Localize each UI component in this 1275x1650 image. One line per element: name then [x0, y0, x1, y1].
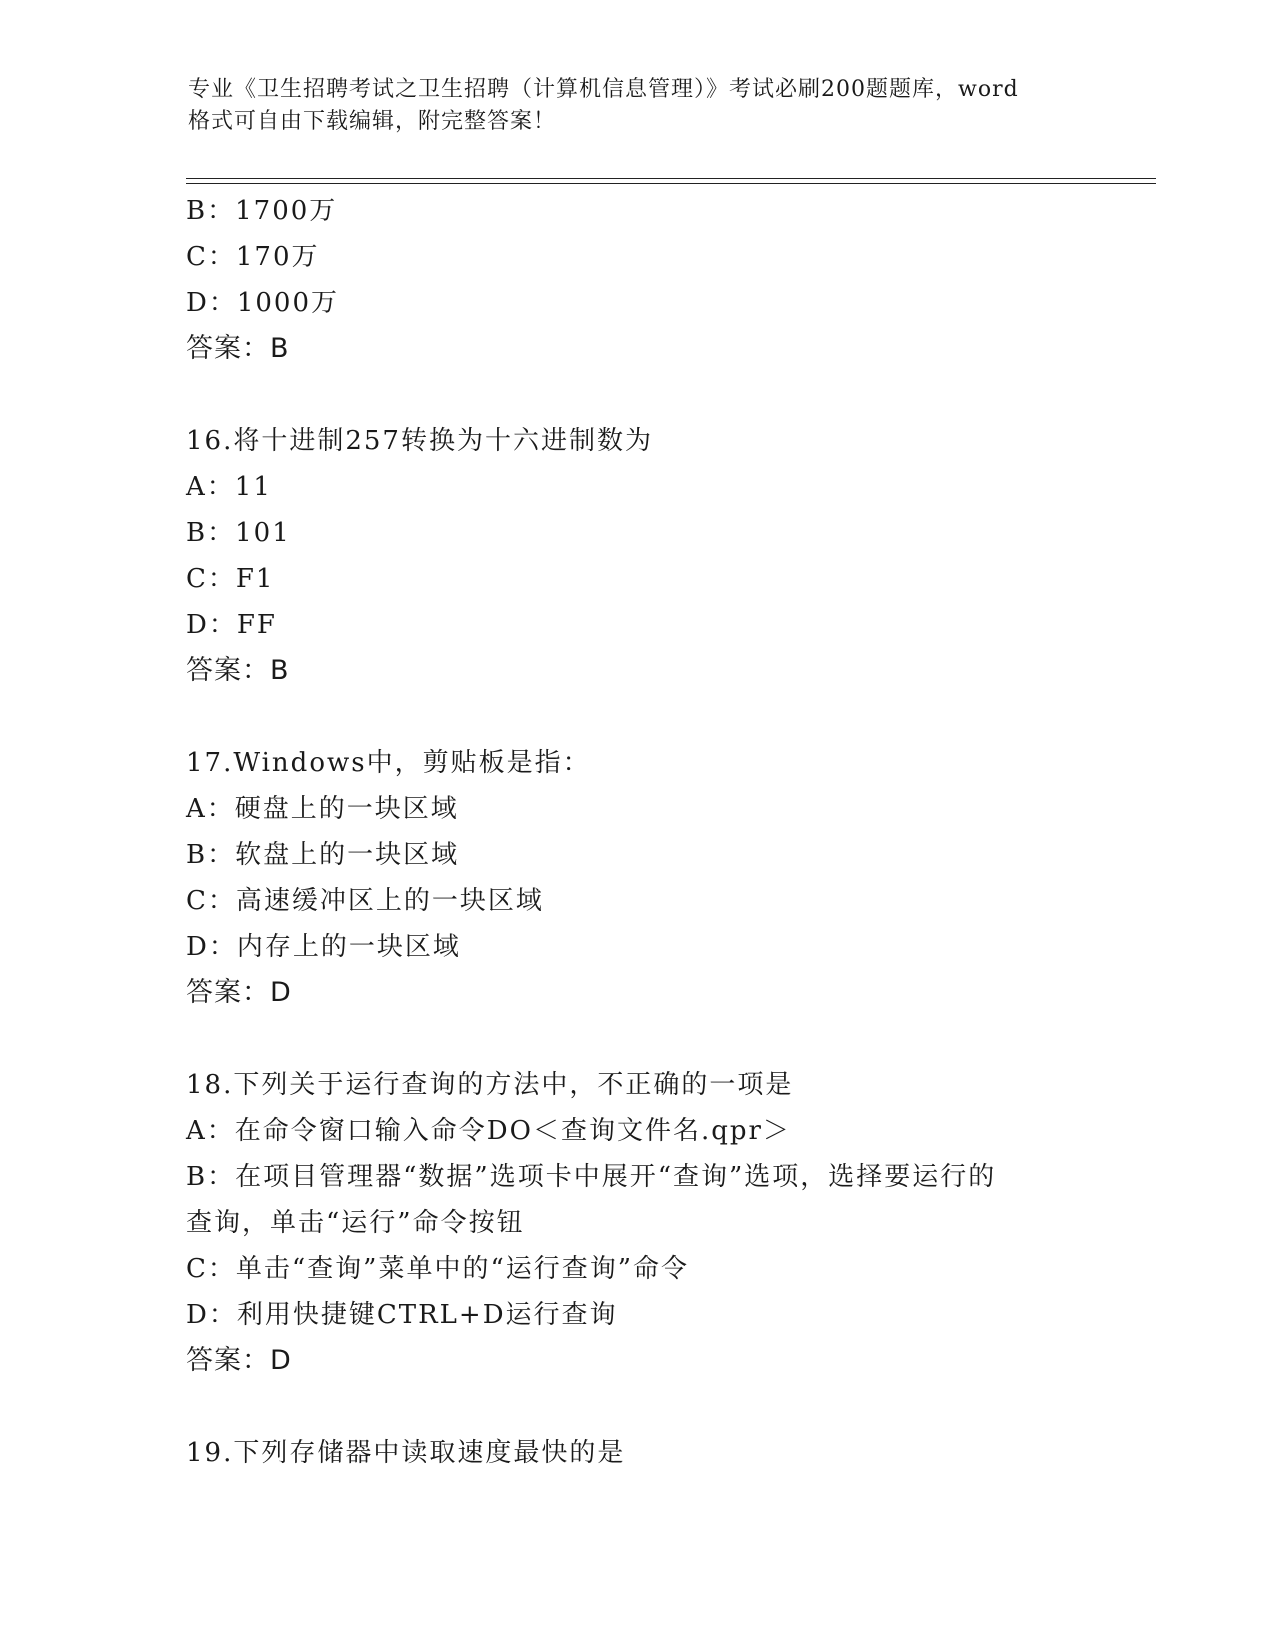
option-b: B：1700万 [186, 196, 338, 226]
option-c: C：170万 [186, 242, 320, 272]
option-b: B：101 [186, 518, 291, 548]
option-d: D：利用快捷键CTRL+D运行查询 [186, 1300, 618, 1330]
document-body [186, 188, 1086, 1476]
spacer [186, 1384, 1086, 1430]
option-d: D：1000万 [186, 288, 340, 318]
option-a: A：硬盘上的一块区域 [186, 794, 459, 824]
option-b-continued: 查询，单击“运行”命令按钮 [186, 1208, 525, 1238]
answer: 答案：D [186, 1345, 292, 1376]
option-c: C：单击“查询”菜单中的“运行查询”命令 [186, 1254, 690, 1284]
header-divider-top [186, 178, 1156, 179]
answer: 答案：D [186, 977, 292, 1008]
question-text: 19.下列存储器中读取速度最快的是 [186, 1438, 626, 1468]
option-d: D：内存上的一块区域 [186, 932, 461, 962]
question-16 [186, 418, 1086, 694]
question-19 [186, 1430, 1086, 1476]
answer: 答案：B [186, 655, 290, 686]
header-line-2: 格式可自由下载编辑，附完整答案！ [188, 109, 557, 134]
header-line-1: 专业《卫生招聘考试之卫生招聘（计算机信息管理）》考试必刷200题题库，word [188, 77, 1019, 102]
question-text: 17.Windows中，剪贴板是指： [186, 748, 591, 778]
spacer [186, 694, 1086, 740]
spacer [186, 1016, 1086, 1062]
header-divider-bottom [186, 183, 1156, 184]
spacer [186, 372, 1086, 418]
option-b: B：在项目管理器“数据”选项卡中展开“查询”选项，选择要运行的 [186, 1162, 997, 1192]
question-15-tail [186, 188, 1086, 372]
document-header [188, 74, 1088, 138]
question-text: 18.下列关于运行查询的方法中，不正确的一项是 [186, 1070, 794, 1100]
question-text: 16.将十进制257转换为十六进制数为 [186, 426, 653, 456]
option-d: D：FF [186, 610, 277, 640]
option-c: C：高速缓冲区上的一块区域 [186, 886, 544, 916]
option-a: A：11 [186, 472, 272, 502]
option-a: A：在命令窗口输入命令DO＜查询文件名.qpr＞ [186, 1116, 791, 1146]
answer: 答案：B [186, 333, 290, 364]
question-18 [186, 1062, 1086, 1384]
option-b: B：软盘上的一块区域 [186, 840, 460, 870]
option-c: C：F1 [186, 564, 275, 594]
question-17 [186, 740, 1086, 1016]
